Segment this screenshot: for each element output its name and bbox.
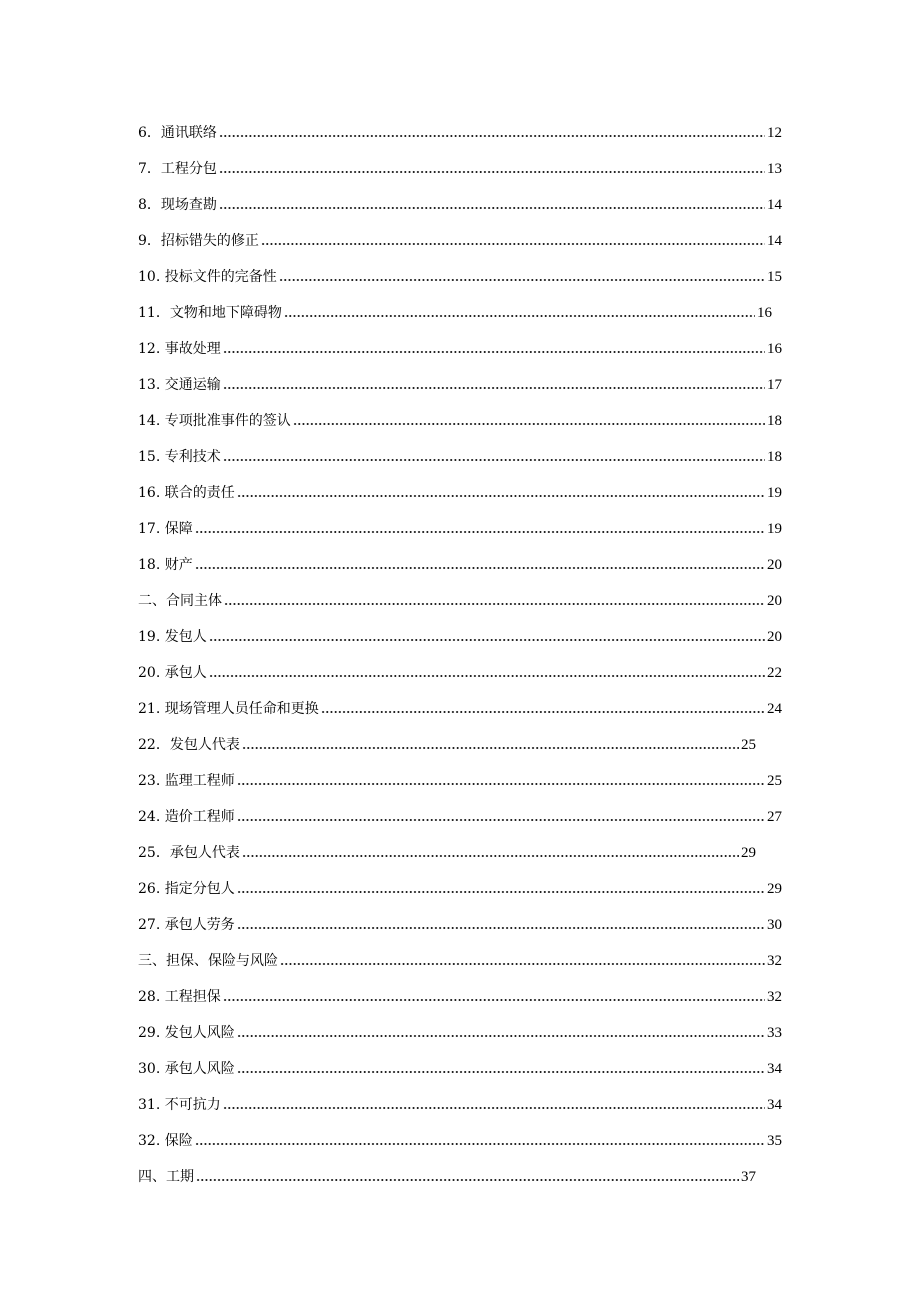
toc-entry xyxy=(138,226,782,250)
dot-leader xyxy=(223,458,765,462)
dot-leader xyxy=(237,926,765,930)
toc-entry xyxy=(138,1054,782,1078)
toc-entry xyxy=(138,1018,782,1042)
toc-entry-title: 23. 监理工程师 xyxy=(138,773,235,789)
toc-entry xyxy=(138,442,782,466)
toc-entry-title: 24. 造价工程师 xyxy=(138,809,235,825)
toc-entry-page: 35 xyxy=(767,1133,782,1149)
dot-leader xyxy=(242,746,739,750)
toc-entry-title: 7．工程分包 xyxy=(138,161,217,177)
toc-entry xyxy=(138,946,782,970)
toc-entry xyxy=(138,514,782,538)
dot-leader xyxy=(223,386,765,390)
toc-entry-page: 13 xyxy=(767,161,782,177)
dot-leader xyxy=(261,242,765,246)
toc-entry-title: 8．现场查勘 xyxy=(138,197,217,213)
toc-entry-title: 26. 指定分包人 xyxy=(138,881,235,897)
toc-entry xyxy=(138,154,782,178)
toc-entry xyxy=(138,262,782,286)
dot-leader xyxy=(321,710,765,714)
toc-entry xyxy=(138,802,782,826)
toc-entry-page: 22 xyxy=(767,665,782,681)
toc-entry-page: 15 xyxy=(767,269,782,285)
dot-leader xyxy=(209,638,765,642)
toc-entry xyxy=(138,910,782,934)
dot-leader xyxy=(284,314,755,318)
dot-leader xyxy=(219,206,765,210)
toc-entry-page: 24 xyxy=(767,701,782,717)
toc-entry-title: 28. 工程担保 xyxy=(138,989,221,1005)
dot-leader xyxy=(195,1142,765,1146)
dot-leader xyxy=(293,422,765,426)
toc-entry xyxy=(138,370,782,394)
toc-entry-page: 32 xyxy=(767,989,782,1005)
dot-leader xyxy=(279,278,765,282)
dot-leader xyxy=(237,782,765,786)
dot-leader xyxy=(219,170,765,174)
toc-entry-page: 33 xyxy=(767,1025,782,1041)
toc-entry-title: 16. 联合的责任 xyxy=(138,485,235,501)
toc-entry xyxy=(138,1126,782,1150)
dot-leader xyxy=(237,890,765,894)
toc-entry-title: 21. 现场管理人员任命和更换 xyxy=(138,701,319,717)
toc-entry-title: 14. 专项批准事件的签认 xyxy=(138,413,291,429)
dot-leader xyxy=(223,998,765,1002)
toc-entry-page: 27 xyxy=(767,809,782,825)
toc-entry xyxy=(138,874,782,898)
toc-entry-title: 20. 承包人 xyxy=(138,665,207,681)
toc-entry xyxy=(138,1090,782,1114)
toc-entry-title: 15. 专利技术 xyxy=(138,449,221,465)
toc-entry xyxy=(138,982,782,1006)
toc-entry-page: 19 xyxy=(767,485,782,501)
toc-entry-title: 25．承包人代表 xyxy=(138,845,240,861)
dot-leader xyxy=(237,1034,765,1038)
toc-entry-page: 20 xyxy=(767,557,782,573)
dot-leader xyxy=(195,530,765,534)
toc-entry xyxy=(138,298,772,322)
dot-leader xyxy=(242,854,739,858)
dot-leader xyxy=(237,818,765,822)
toc-entry xyxy=(138,838,756,862)
dot-leader xyxy=(280,962,765,966)
toc-entry-title: 19. 发包人 xyxy=(138,629,207,645)
toc-entry-title: 27. 承包人劳务 xyxy=(138,917,235,933)
toc-entry-page: 18 xyxy=(767,413,782,429)
toc-entry-page: 37 xyxy=(741,1169,756,1185)
toc-entry-page: 29 xyxy=(767,881,782,897)
toc-entry xyxy=(138,766,782,790)
toc-entry-title: 12. 事故处理 xyxy=(138,341,221,357)
toc-entry xyxy=(138,478,782,502)
toc-entry-title: 17. 保障 xyxy=(138,521,193,537)
toc-entry-page: 34 xyxy=(767,1097,782,1113)
dot-leader xyxy=(223,350,765,354)
toc-entry-title: 四、工期 xyxy=(138,1169,194,1185)
toc-entry-page: 18 xyxy=(767,449,782,465)
toc-entry-page: 20 xyxy=(767,593,782,609)
toc-entry-page: 12 xyxy=(767,125,782,141)
toc-entry-title: 10. 投标文件的完备性 xyxy=(138,269,277,285)
toc-entry-title: 三、担保、保险与风险 xyxy=(138,953,278,969)
toc-entry-page: 16 xyxy=(757,305,772,321)
dot-leader xyxy=(209,674,765,678)
toc-entry-title: 22．发包人代表 xyxy=(138,737,240,753)
dot-leader xyxy=(237,1070,765,1074)
toc-entry-page: 25 xyxy=(741,737,756,753)
dot-leader xyxy=(195,566,765,570)
toc-entry-title: 二、合同主体 xyxy=(138,593,222,609)
toc-entry-page: 32 xyxy=(767,953,782,969)
dot-leader xyxy=(237,494,765,498)
toc-entry xyxy=(138,730,756,754)
toc-entry-page: 14 xyxy=(767,197,782,213)
toc-entry-title: 29. 发包人风险 xyxy=(138,1025,235,1041)
toc-entry xyxy=(138,622,782,646)
toc-entry-title: 32. 保险 xyxy=(138,1133,193,1149)
toc-entry-page: 25 xyxy=(767,773,782,789)
toc-entry xyxy=(138,118,782,142)
toc-entry-page: 20 xyxy=(767,629,782,645)
dot-leader xyxy=(196,1178,739,1182)
toc-entry xyxy=(138,550,782,574)
toc-entry-page: 19 xyxy=(767,521,782,537)
toc-entry-title: 13. 交通运输 xyxy=(138,377,221,393)
dot-leader xyxy=(219,134,765,138)
toc-entry-title: 11．文物和地下障碍物 xyxy=(138,305,282,321)
dot-leader xyxy=(224,602,765,606)
toc-entry-title: 6．通讯联络 xyxy=(138,125,217,141)
toc-entry-page: 34 xyxy=(767,1061,782,1077)
toc-entry-page: 14 xyxy=(767,233,782,249)
toc-entry xyxy=(138,406,782,430)
toc-entry-page: 16 xyxy=(767,341,782,357)
toc-entry-title: 9．招标错失的修正 xyxy=(138,233,259,249)
toc-entry-title: 18. 财产 xyxy=(138,557,193,573)
toc-entry-page: 29 xyxy=(741,845,756,861)
toc-entry-title: 31. 不可抗力 xyxy=(138,1097,221,1113)
toc-entry xyxy=(138,334,782,358)
toc-entry xyxy=(138,694,782,718)
toc-entry xyxy=(138,190,782,214)
toc-entry xyxy=(138,658,782,682)
toc-entry xyxy=(138,1162,756,1186)
toc-entry-page: 17 xyxy=(767,377,782,393)
toc-entry-page: 30 xyxy=(767,917,782,933)
dot-leader xyxy=(223,1106,765,1110)
toc-entry-title: 30. 承包人风险 xyxy=(138,1061,235,1077)
toc-entry xyxy=(138,586,782,610)
